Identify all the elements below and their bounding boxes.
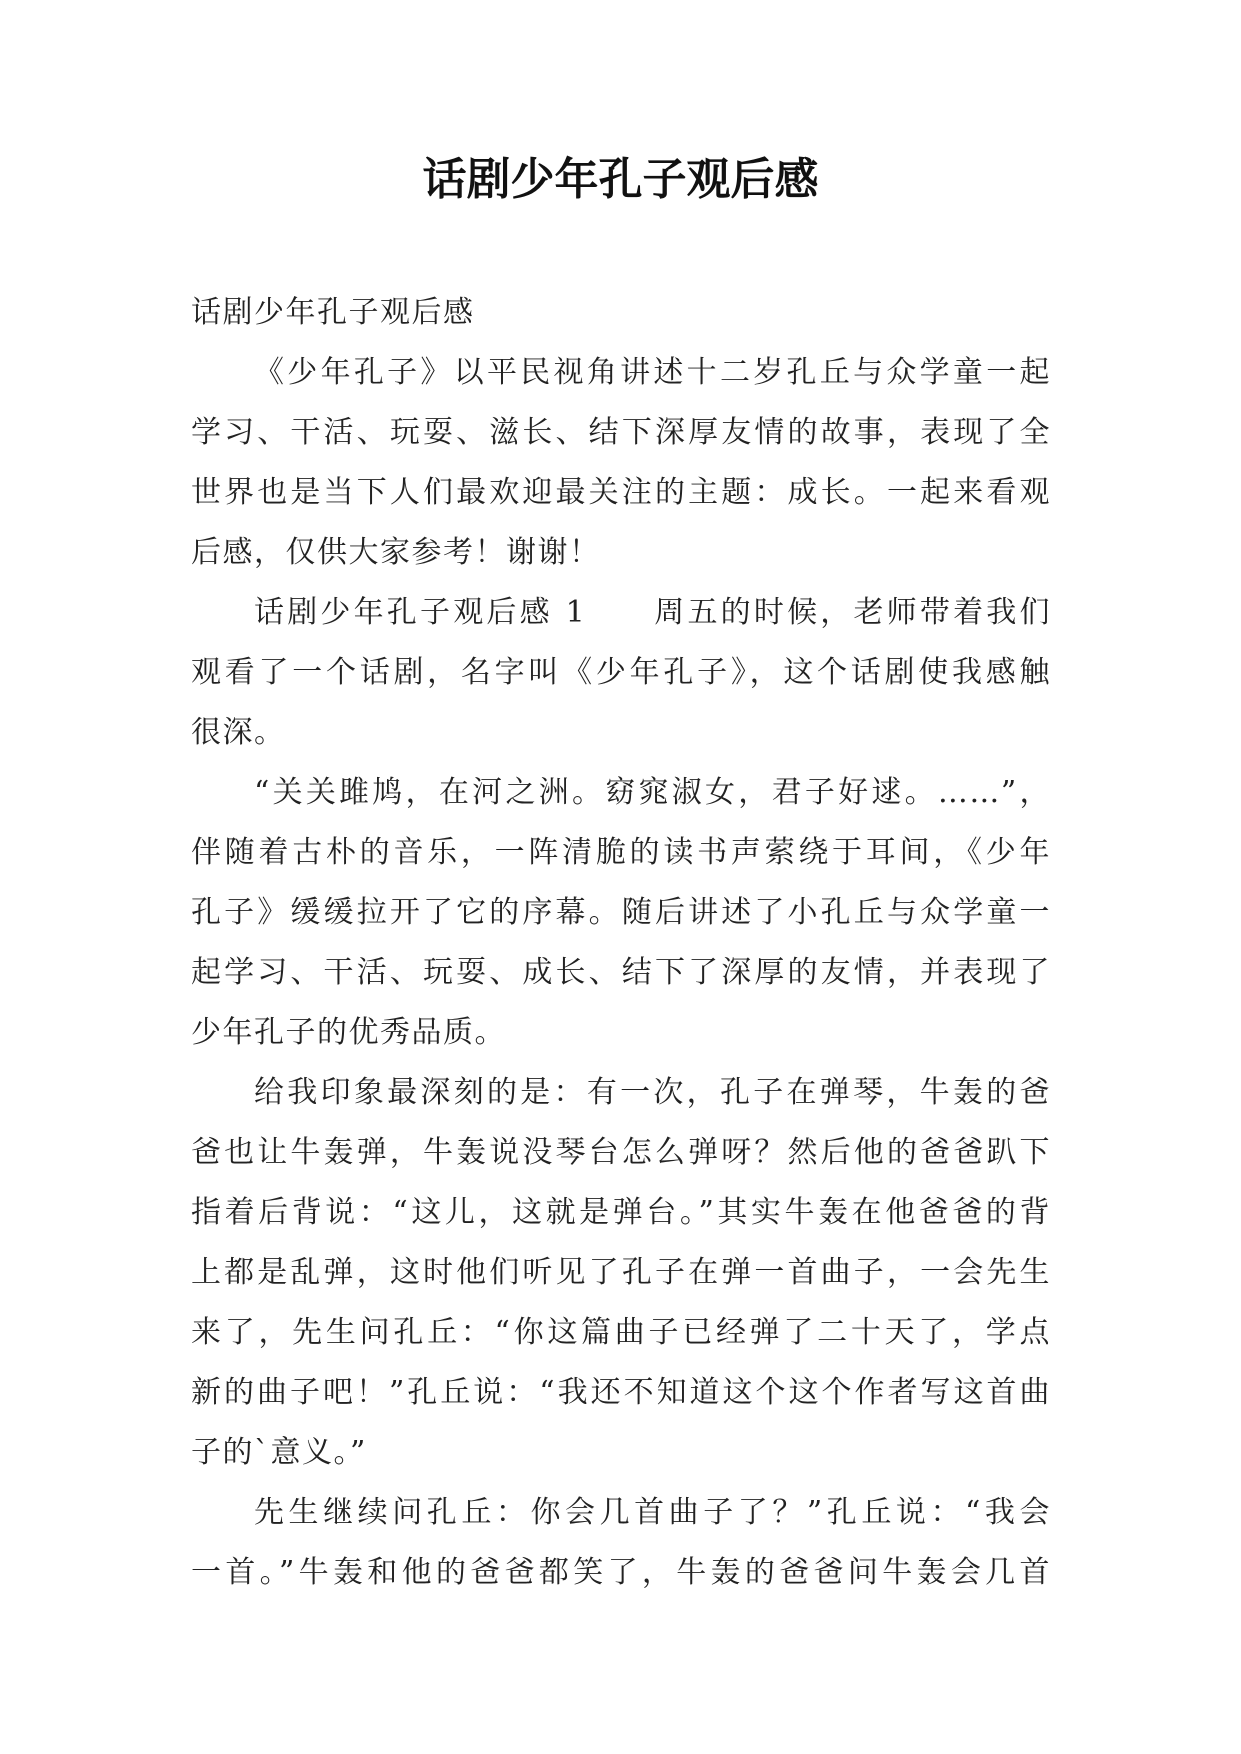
paragraph-line: 后感，仅供大家参考！谢谢！ [191, 535, 601, 570]
paragraph-line: 很深。 [191, 715, 286, 750]
paragraph-line: 上都是乱弹，这时他们听见了孔子在弹一首曲子，一会先生 [191, 1255, 1051, 1290]
paragraph-line: 新的曲子吧！”孔丘说：“我还不知道这个这个作者写这首曲 [191, 1375, 1051, 1410]
paragraph-intro [191, 343, 1051, 583]
paragraph-line: 话剧少年孔子观后感 [191, 295, 475, 330]
paragraph-line: 观看了一个话剧，名字叫《少年孔子》，这个话剧使我感触 [191, 655, 1051, 690]
paragraph-line: 话剧少年孔子观后感 1 周五的时候，老师带着我们 [254, 595, 1051, 630]
paragraph-line: 孔子》缓缓拉开了它的序幕。随后讲述了小孔丘与众学童一 [191, 895, 1051, 930]
paragraph-line: 指着后背说：“这儿，这就是弹台。”其实牛轰在他爸爸的背 [191, 1195, 1051, 1230]
paragraph-line: 伴随着古朴的音乐，一阵清脆的读书声萦绕于耳间，《少年 [191, 835, 1051, 870]
paragraph-3 [191, 1063, 1051, 1483]
paragraph-line: 子的`意义。” [191, 1435, 367, 1470]
paragraph-line: 起学习、干活、玩耍、成长、结下了深厚的友情，并表现了 [191, 955, 1051, 990]
paragraph-line: 《少年孔子》以平民视角讲述十二岁孔丘与众学童一起 [254, 355, 1051, 390]
paragraph-2 [191, 763, 1051, 1063]
document-subtitle [191, 283, 1051, 343]
paragraph-4 [191, 1483, 1051, 1603]
paragraph-line: 爸也让牛轰弹，牛轰说没琴台怎么弹呀？然后他的爸爸趴下 [191, 1135, 1051, 1170]
document-title: 话剧少年孔子观后感 [422, 154, 819, 205]
paragraph-line: “关关雎鸠，在河之洲。窈窕淑女，君子好逑。……”， [254, 775, 1051, 810]
paragraph-line: 世界也是当下人们最欢迎最关注的主题：成长。一起来看观 [191, 475, 1051, 510]
paragraph-line: 少年孔子的优秀品质。 [191, 1015, 506, 1050]
paragraph-line: 来了，先生问孔丘：“你这篇曲子已经弹了二十天了，学点 [191, 1315, 1051, 1350]
paragraph-line: 给我印象最深刻的是：有一次，孔子在弹琴，牛轰的爸 [254, 1075, 1051, 1110]
paragraph-line: 先生继续问孔丘：你会几首曲子了？”孔丘说：“我会 [254, 1495, 1051, 1530]
paragraph-1 [191, 583, 1051, 763]
paragraph-line: 一首。”牛轰和他的爸爸都笑了，牛轰的爸爸问牛轰会几首 [191, 1555, 1051, 1590]
paragraph-line: 学习、干活、玩耍、滋长、结下深厚友情的故事，表现了全 [191, 415, 1051, 450]
document-body [191, 283, 1051, 1603]
